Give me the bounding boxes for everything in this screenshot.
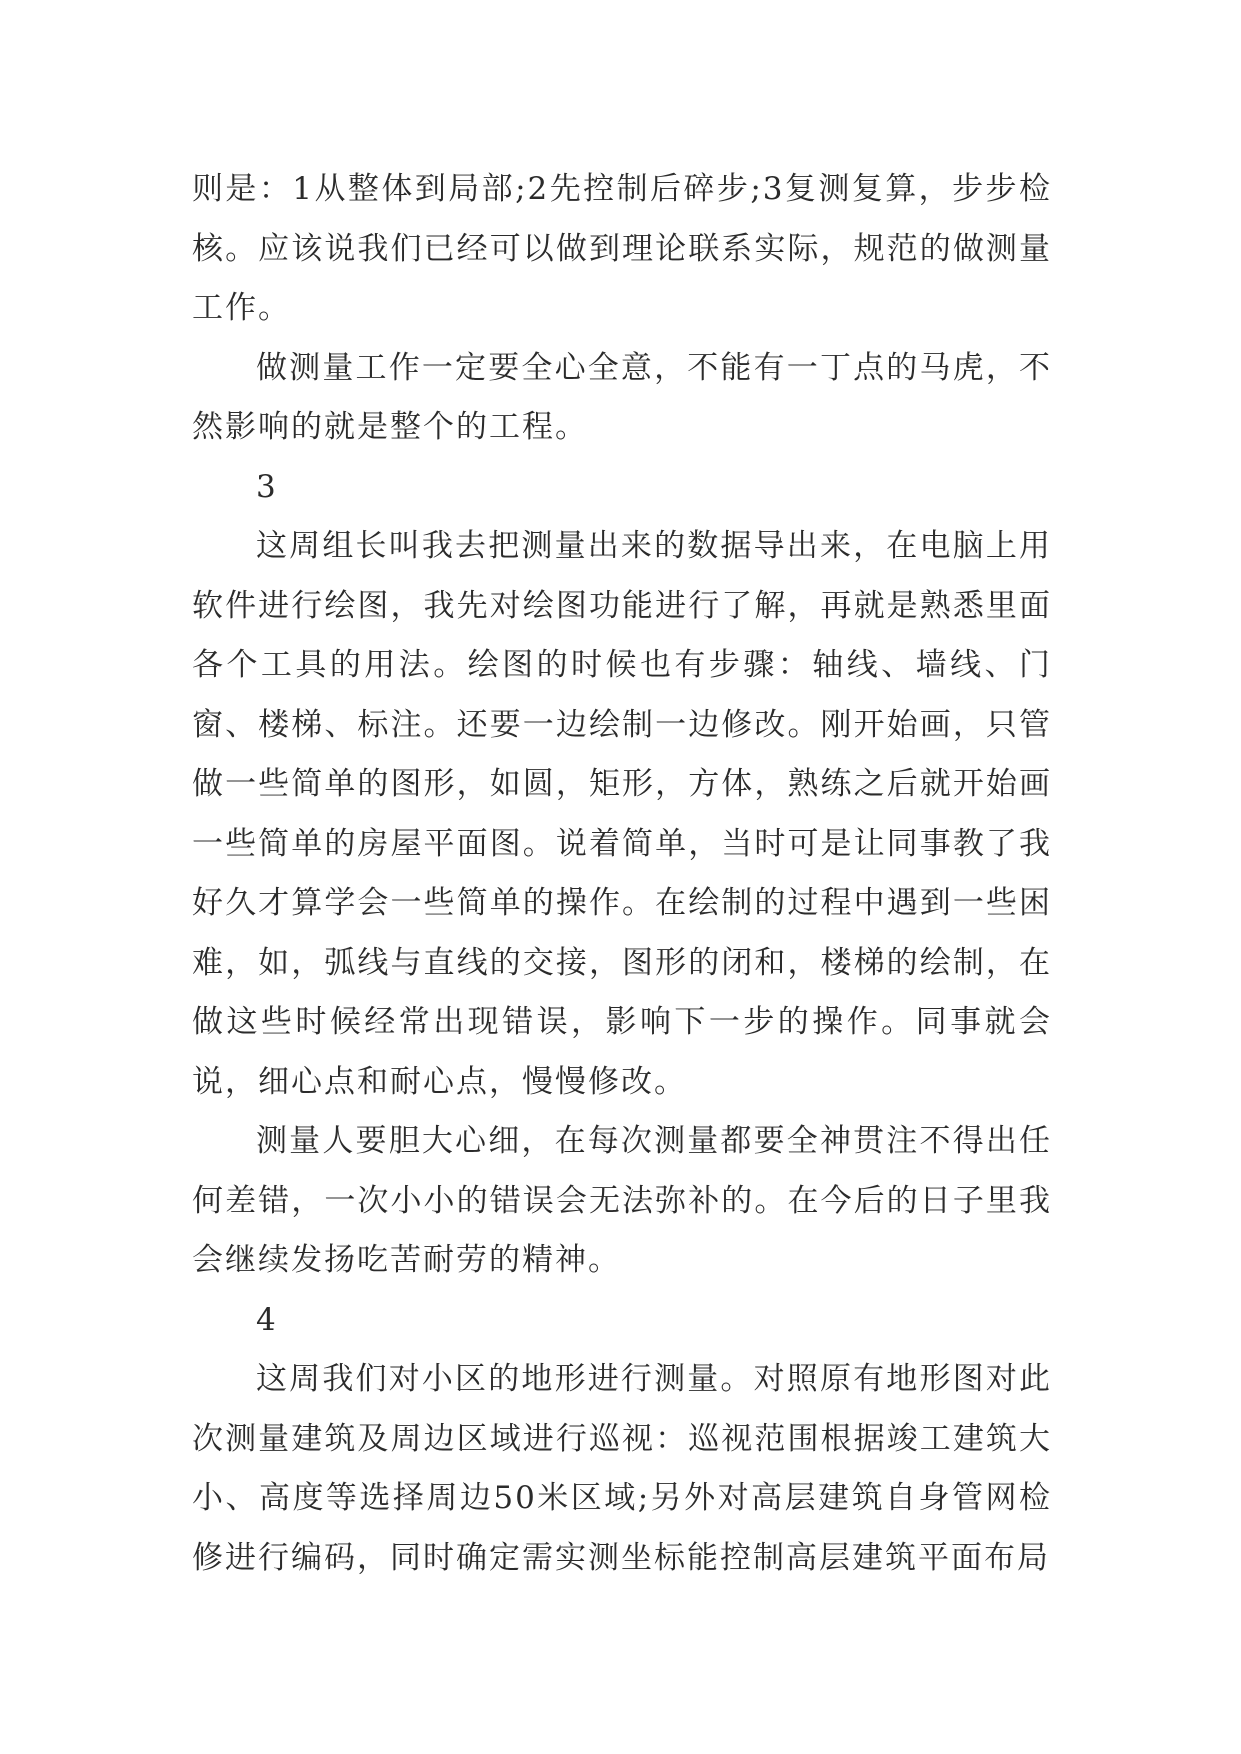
paragraph-terrain: 这周我们对小区的地形进行测量。对照原有地形图对此次测量建筑及周边区域进行巡视：巡视范围根据竣工建筑大小、高度等选择周边50米区域;另外对高层建筑自身管网检修进行编码，同时确定需实测坐标能控制高层建筑平面布局 [192,1361,1052,1576]
paragraph-attitude: 测量人要胆大心细，在每次测量都要全神贯注不得出任何差错，一次小小的错误会无法弥补的。在今后的日子里我会继续发扬吃苦耐劳的精神。 [192,1123,1052,1278]
paragraph-drawing: 这周组长叫我去把测量出来的数据导出来，在电脑上用软件进行绘图，我先对绘图功能进行了解，再就是熟悉里面各个工具的用法。绘图的时候也有步骤：轴线、墙线、门窗、楼梯、标注。还要一边绘制一边修改。刚开始画，只管做一些简单的图形，如圆，矩形，方体，熟练之后就开始画一些简单的房屋平面图。说着简单，当时可是让同事教了我好久才算学会一些简单的操作。在绘制的过程中遇到一些困难，如，弧线与直线的交接，图形的闭和，楼梯的绘制，在做这些时候经常出现错误，影响下一步的操作。同事就会说，细心点和耐心点，慢慢修改。 [192,528,1052,1100]
paragraph-care: 做测量工作一定要全心全意，不能有一丁点的马虎，不然影响的就是整个的工程。 [192,349,1052,445]
section-number-4: 4 [256,1301,278,1338]
section-number-3: 3 [256,468,278,505]
document-body [192,160,1052,1588]
paragraph-continuation: 则是：1从整体到局部;2先控制后碎步;3复测复算，步步检核。应该说我们已经可以做到理论联系实际，规范的做测量工作。 [192,171,1052,326]
